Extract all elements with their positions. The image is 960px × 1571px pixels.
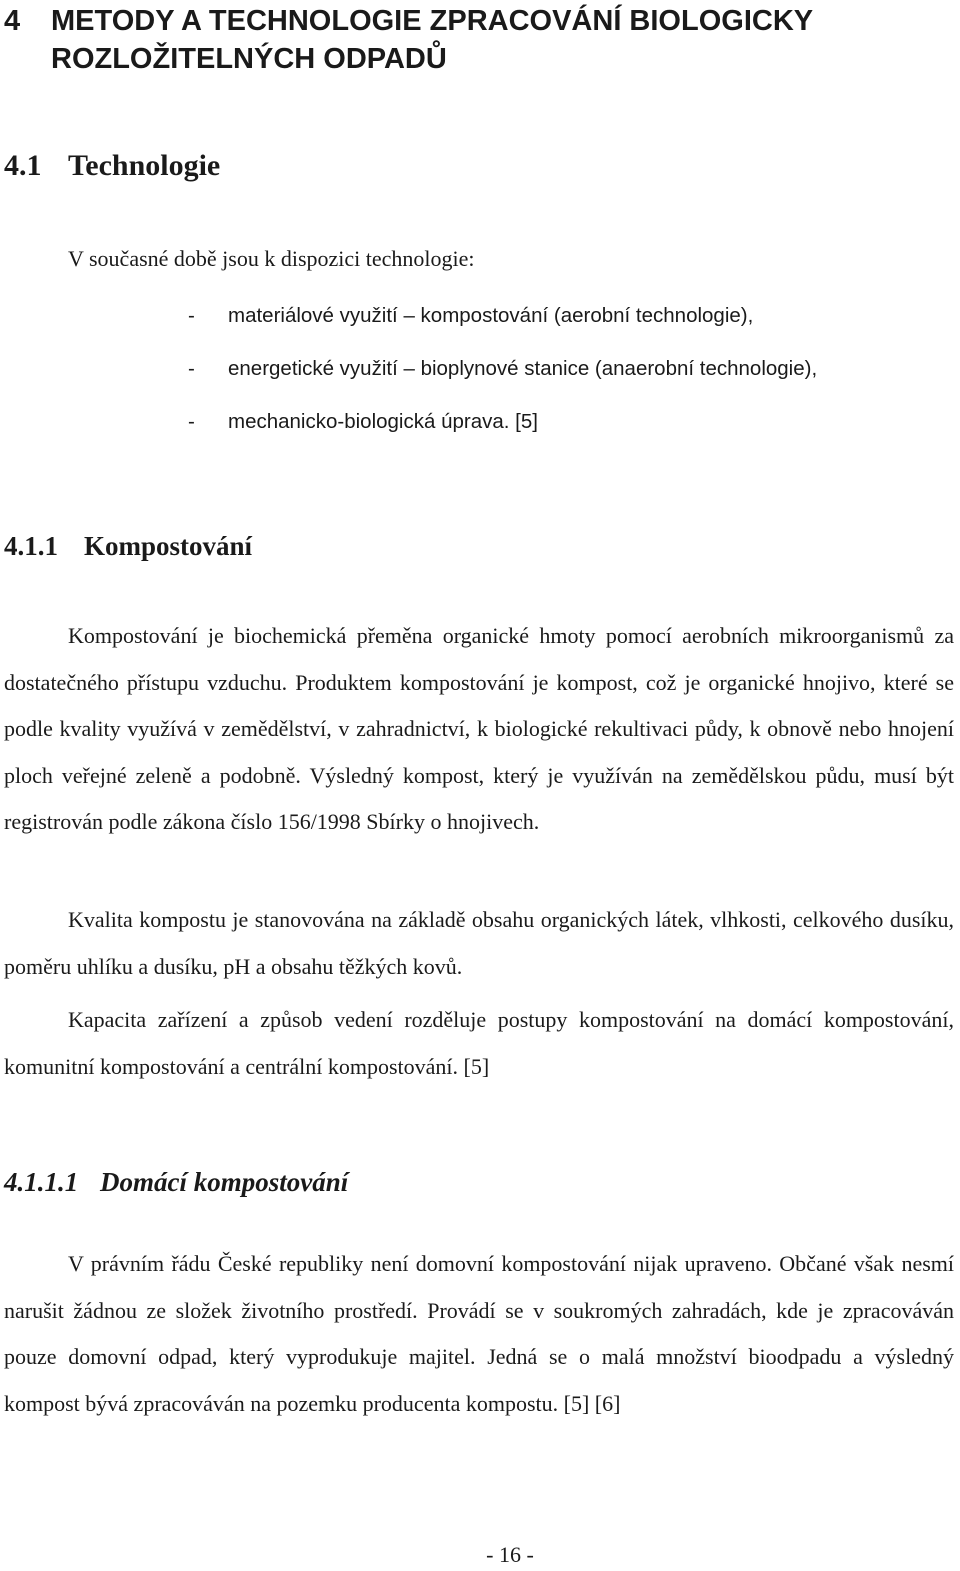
subsubsection-heading [4, 1162, 348, 1202]
chapter-title-line2: ROZLOŽITELNÝCH ODPADŮ [51, 43, 447, 75]
section-title: Technologie [68, 149, 221, 182]
chapter-heading [4, 2, 944, 78]
list-item [188, 395, 817, 448]
page-number: - 16 - [486, 1542, 534, 1567]
list-dash: - [188, 357, 195, 380]
list-item [188, 289, 817, 342]
chapter-number: 4 [4, 5, 21, 37]
chapter-title-line1: METODY A TECHNOLOGIE ZPRACOVÁNÍ BIOLOGICKY [51, 5, 814, 37]
list-item [188, 342, 817, 395]
subsection-heading [4, 526, 252, 566]
intro-paragraph: V současné době jsou k dispozici technologie: [68, 246, 475, 271]
paragraph-home-composting: V právním řádu České republiky není domovní kompostování nijak upraveno. Občané však nesmí narušit žádnou ze složek životního prostředí. Provádí se v soukromých zahradách, kde je zpracováván pouze domovní odpad, který vyprodukuje majitel. Jedná se o malá množství bioodpadu a výsledný kompost bývá zpracováván na pozemku producenta kompostu. [5] [6] [4, 1251, 954, 1416]
section-number: 4.1 [4, 149, 42, 182]
list-dash: - [188, 304, 195, 327]
paragraph-compost-quality: Kvalita kompostu je stanovována na základě obsahu organických látek, vlhkosti, celkového dusíku, poměru uhlíku a dusíku, pH a obsahu těžkých kovů. [4, 907, 954, 979]
technology-list [188, 289, 817, 448]
subsubsection-number: 4.1.1.1 [4, 1167, 79, 1197]
subsection-number: 4.1.1 [4, 531, 58, 561]
list-item-text: materiálové využití – kompostování (aerobní technologie), [228, 304, 754, 327]
section-heading [4, 146, 220, 186]
paragraph-composting-definition: Kompostování je biochemická přeměna organické hmoty pomocí aerobních mikroorganismů za dostatečného přístupu vzduchu. Produktem kompostování je kompost, což je organické hnojivo, které se podle kvality využívá v zemědělství, v zahradnictví, k biologické rekultivaci půdy, k obnově nebo hnojení ploch veřejné zeleně a podobně. Výsledný kompost, který je využíván na zemědělskou půdu, musí být registrován podle zákona číslo 156/1998 Sbírky o hnojivech. [4, 623, 954, 834]
subsection-title: Kompostování [84, 531, 253, 561]
paragraph-capacity: Kapacita zařízení a způsob vedení rozděluje postupy kompostování na domácí kompostování, komunitní kompostování a centrální kompostování. [5] [4, 1007, 954, 1079]
list-dash: - [188, 410, 195, 433]
subsubsection-title: Domácí kompostování [100, 1167, 349, 1197]
list-item-text: energetické využití – bioplynové stanice (anaerobní technologie), [228, 357, 818, 380]
list-item-text: mechanicko-biologická úprava. [5] [228, 410, 538, 433]
